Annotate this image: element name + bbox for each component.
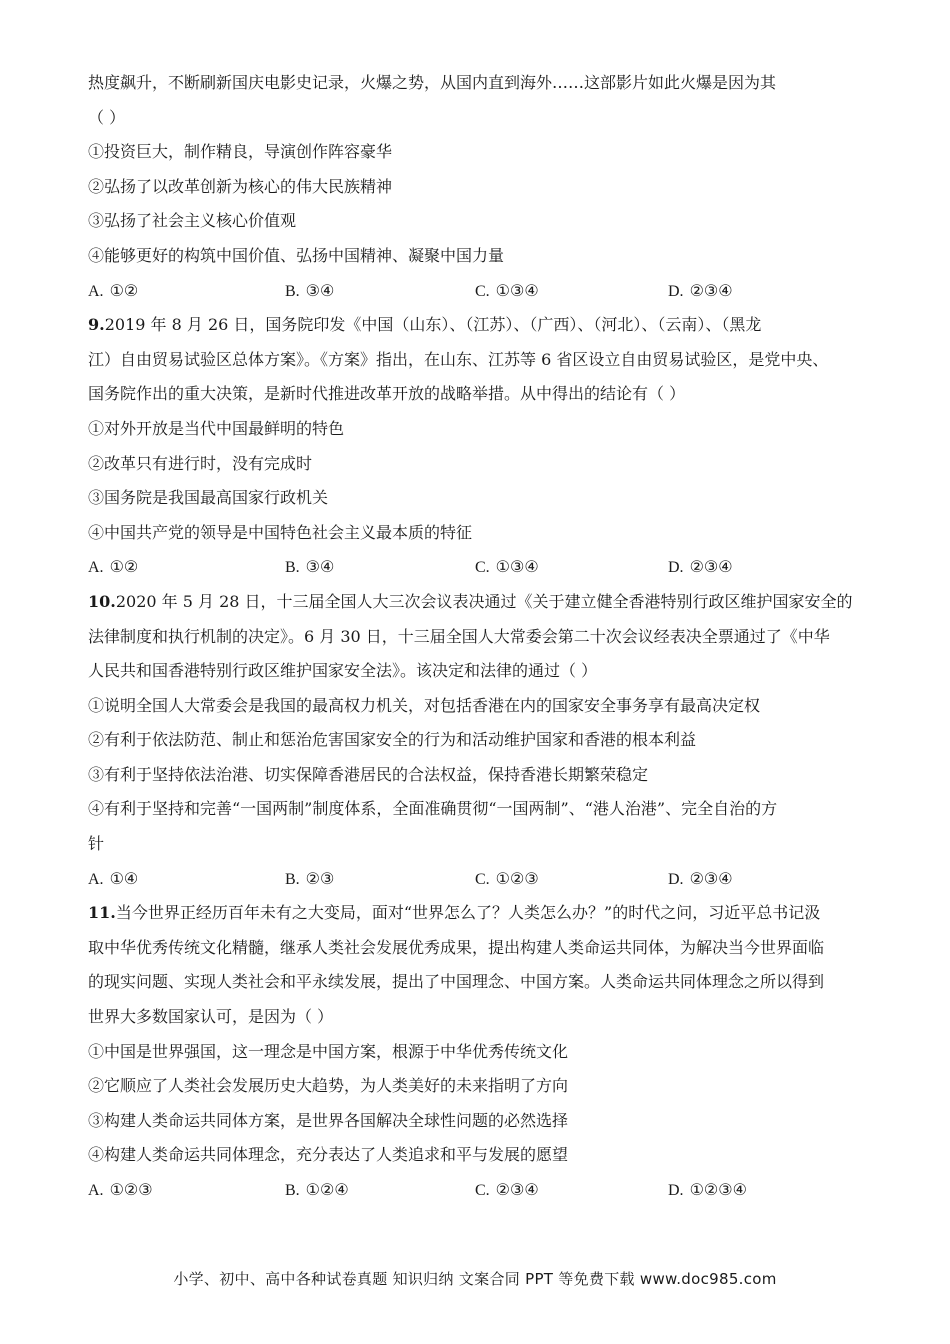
option-line: ③弘扬了社会主义核心价值观 xyxy=(88,211,297,231)
option-line: ③有利于坚持依法治港、切实保障香港居民的合法权益，保持香港长期繁荣稳定 xyxy=(88,764,649,784)
option-line: ②有利于依法防范、制止和惩治危害国家安全的行为和活动维护国家和香港的根本利益 xyxy=(88,730,697,750)
question-stem: 法律制度和执行机制的决定》。6 月 30 日，十三届全国人大常委会第二十次会议经表决全票通过了《中华 xyxy=(88,626,830,646)
answer-choices xyxy=(88,1173,868,1208)
choice-d: D. ②③④ xyxy=(668,557,733,577)
choice-d: D. ②③④ xyxy=(668,280,733,300)
choice-b: B. ①②④ xyxy=(285,1180,349,1199)
option-line: ①中国是世界强国，这一理念是中国方案，根源于中华优秀传统文化 xyxy=(88,1041,569,1061)
option-line: ③国务院是我国最高国家行政机关 xyxy=(88,488,329,508)
option-line: ④有利于坚持和完善“一国两制”制度体系，全面准确贯彻“一国两制”、“港人治港”、完全自治的方 xyxy=(88,799,778,819)
question-stem: 取中华优秀传统文化精髓，继承人类社会发展优秀成果，提出构建人类命运共同体，为解决当今世界面临 xyxy=(88,937,825,957)
option-line: ②弘扬了以改革创新为核心的伟大民族精神 xyxy=(88,176,393,196)
choice-b: B. ③④ xyxy=(285,557,335,577)
question-10 xyxy=(88,585,868,896)
choice-c: C. ①③④ xyxy=(475,280,539,300)
question-8 xyxy=(88,66,868,308)
option-line: ④能够更好的构筑中国价值、弘扬中国精神、凝聚中国力量 xyxy=(88,245,505,265)
option-line: ③构建人类命运共同体方案，是世界各国解决全球性问题的必然选择 xyxy=(88,1110,569,1130)
choice-a: A. ①④ xyxy=(88,868,139,888)
choice-a: A. ①② xyxy=(88,557,139,577)
answer-paren: （ ） xyxy=(88,107,126,127)
question-stem: 国务院作出的重大决策，是新时代推进改革开放的战略举措。从中得出的结论有（ ） xyxy=(88,384,686,404)
answer-choices xyxy=(88,862,868,897)
question-9 xyxy=(88,308,868,585)
question-number: 11. xyxy=(88,903,116,923)
question-stem: 热度飙升，不断刷新国庆电影史记录，火爆之势，从国内直到海外……这部影片如此火爆是因为其 xyxy=(88,73,777,92)
question-number: 10. xyxy=(88,591,116,611)
choice-d: D. ②③④ xyxy=(668,868,733,888)
option-line: ④构建人类命运共同体理念，充分表达了人类追求和平与发展的愿望 xyxy=(88,1145,569,1165)
choice-b: B. ②③ xyxy=(285,868,335,888)
choice-c: C. ①③④ xyxy=(475,557,539,577)
question-stem: 世界大多数国家认可，是因为（ ） xyxy=(88,1007,334,1027)
choice-d: D. ①②③④ xyxy=(668,1180,747,1199)
answer-choices xyxy=(88,550,868,585)
choice-b: B. ③④ xyxy=(285,280,335,300)
option-line: ①投资巨大，制作精良，导演创作阵容豪华 xyxy=(88,142,393,162)
question-stem: 的现实问题、实现人类社会和平永续发展，提出了中国理念、中国方案。人类命运共同体理念之所以得到 xyxy=(88,972,825,992)
question-stem: 人民共和国香港特别行政区维护国家安全法》。该决定和法律的通过（ ） xyxy=(88,661,598,681)
question-stem: 9.2019 年 8 月 26 日，国务院印发《中国（山东）、（江苏）、（广西）、（河北）、（云南）、（黑龙 xyxy=(88,315,762,335)
option-line: ①说明全国人大常委会是我国的最高权力机关，对包括香港在内的国家安全事务享有最高决定权 xyxy=(88,695,761,715)
choice-c: C. ②③④ xyxy=(475,1180,539,1199)
question-stem: 10.2020 年 5 月 28 日，十三届全国人大三次会议表决通过《关于建立健全香港特别行政区维护国家安全的 xyxy=(88,591,853,611)
option-line: ④中国共产党的领导是中国特色社会主义最本质的特征 xyxy=(88,522,473,542)
answer-choices xyxy=(88,274,868,309)
page-footer: 小学、初中、高中各种试卷真题 知识归纳 文案合同 PPT 等免费下载 www.doc985.com xyxy=(173,1270,777,1288)
question-number: 9. xyxy=(88,315,105,335)
choice-a: A. ①②③ xyxy=(88,1180,153,1199)
option-line: ②改革只有进行时，没有完成时 xyxy=(88,453,313,473)
option-line: ①对外开放是当代中国最鲜明的特色 xyxy=(88,418,345,438)
choice-a: A. ①② xyxy=(88,280,139,300)
choice-c: C. ①②③ xyxy=(475,868,539,888)
question-stem: 江）自由贸易试验区总体方案》。《方案》指出，在山东、江苏等 6 省区设立自由贸易试验区，是党中央、 xyxy=(88,349,829,369)
question-11 xyxy=(88,896,868,1207)
option-line: 针 xyxy=(88,834,105,854)
option-line: ②它顺应了人类社会发展历史大趋势，为人类美好的未来指明了方向 xyxy=(88,1076,569,1096)
question-stem: 11.当今世界正经历百年未有之大变局，面对“世界怎么了？人类怎么办？”的时代之问，习近平总书记汲 xyxy=(88,903,821,923)
exam-page xyxy=(88,66,868,1208)
